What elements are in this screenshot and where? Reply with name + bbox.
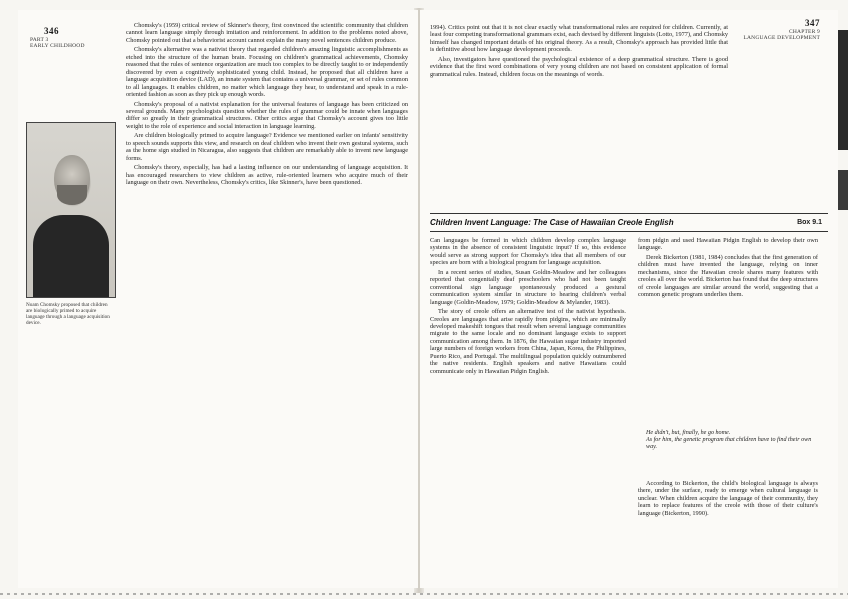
box-top-rule <box>430 213 828 214</box>
right-top-column <box>430 24 728 174</box>
right-page <box>420 10 838 588</box>
box-title: Children Invent Language: The Case of Hawaiian Creole English <box>430 218 674 227</box>
left-body-column <box>126 22 408 584</box>
box-paragraph: The story of creole offers an alternative test of the nativist hypothesis. Creoles are languages that arise rapidly from pidgins, which are minimally developed makeshift tongues that result when several language communities migrate to the same locale and no dominant language exists to support communication among them. In 1876, the Hawaiian sugar industry imported large numbers of foreign workers from China, Japan, Korea, the Philippines, Puerto Rico, and Portugal. The multilingual population quickly outnumbered the native residents. English speakers and native Hawaiians could communicate only in Hawaiian Pidgin English. <box>430 308 626 375</box>
left-paragraph: Chomsky's alternative was a nativist theory that regarded children's amazing linguistic accomplishments as etched into the structure of the human brain. Focusing on children's grammatical achievements, Chomsky reasoned that the rules of sentence organization are much too complex to be directly taught to or independently discovered by even a cognitively sophisticated young child. Instead, he proposed that all children have a language acquisition device (LAD), an innate system that contains a universal grammar, or set of rules common to all languages. It enables children, no matter which language they hear, to understand and speak in a rule-oriented fashion as soon as they pick up enough words. <box>126 46 408 99</box>
box-paragraph: Derek Bickerton (1981, 1984) concludes that the first generation of children must have invented the language, relying on inner mechanisms, since the Hawaiian creole shares many features with creoles all over the world. Bickerton has found that the deep structures of creole languages are similar around the world, suggesting that a common genetic program underlies them. <box>638 253 818 299</box>
right-running-head: CHAPTER 9 LANGUAGE DEVELOPMENT <box>743 29 820 41</box>
left-paragraph: Are children biologically primed to acquire language? Evidence we mentioned earlier on infants' sensitivity to speech sounds supports this view, and research on deaf children who invent their own gestural systems, such as the home sign studied in Nicaragua, also suggests that children are remarkably able to invent new language forms. <box>126 132 408 162</box>
right-paragraph: 1994). Critics point out that it is not clear exactly what transformational rules are required for children. Currently, at least four competing transformational grammars exist, each devised by different linguists (Lotto, 1977), and Chomsky himself has changed important details of his original theory. As a result, Chomsky's approach has provided little that is definitive about how language development proceeds. <box>430 24 728 54</box>
photo-body <box>33 215 109 297</box>
box-number: Box 9.1 <box>797 219 822 226</box>
scan-artifact-line <box>0 593 848 595</box>
box-column-1 <box>430 237 626 582</box>
left-paragraph: Chomsky's proposal of a nativist explanation for the universal features of language has been criticized on several grounds. Many psychologists question whether the rules of grammar could be innate when languages differ so greatly in their grammatical structures. Other critics argue that Chomsky's account gives too little weight to the role of experience and social interaction in language learning. <box>126 100 408 130</box>
right-paragraph: Also, investigators have questioned the psychological existence of a deep grammatical structure. There is good evidence that the first word combinations of very young children are not based on consistent application of formal grammatical rules. Instead, children focus on the meanings of words. <box>430 55 728 78</box>
photo-caption: Noam Chomsky proposed that children are biologically primed to acquire language through a language acquisition device. <box>26 302 110 327</box>
left-paragraph: Chomsky's theory, especially, has had a lasting influence on our understanding of language acquisition. It has encouraged researchers to view children as active, rule-oriented learners who acquire much of their language on their own. Nevertheless, Chomsky's critics, like Skinner's, have been questioned. <box>126 164 408 187</box>
right-page-number: 347 <box>805 18 820 28</box>
box-paragraph: In a recent series of studies, Susan Goldin-Meadow and her colleagues reported that congenitally deaf preschoolers who had not been taught conventional sign language spontaneously produced a gestural communication system similar in structure to hearing children's verbal language (Goldin-Meadow, 1979; Goldin-Meadow & Mylander, 1983). <box>430 268 626 306</box>
box-column-2-end <box>638 480 818 580</box>
left-page <box>18 10 418 588</box>
photo-beard <box>57 185 87 205</box>
box-paragraph: Can languages be formed in which children develop complex language systems in the absence of consistent linguistic input? If so, this evidence would serve as strong support for Chomsky's idea that all members of our species are born with a biological program for language acquisition. <box>430 237 626 267</box>
left-page-number: 346 <box>44 26 59 36</box>
box-paragraph: According to Bickerton, the child's biological language is always there, under the surface, ready to emerge when cultural language is unclear. When children acquire the language of their community, they learn to replace features of the creole with those of their culture's language (Bickerton, 1990). <box>638 480 818 517</box>
left-running-head: PART 3 EARLY CHILDHOOD <box>30 37 85 49</box>
box-title-rule <box>430 231 828 232</box>
author-photo <box>26 122 116 298</box>
box-quote: He didn't, but, finally, he go home. As for him, the genetic program that children have to find their own way. <box>646 430 812 451</box>
left-paragraph: Chomsky's (1959) critical review of Skinner's theory, first convinced the scientific community that children cannot learn language simply through imitation and reinforcement. In addition to the problems noted above, Chomsky pointed out that a behaviorist account cannot explain the many novel sentences children produce. <box>126 22 408 44</box>
box-paragraph: from pidgin and used Hawaiian Pidgin English to develop their own language. <box>638 237 818 252</box>
box-column-2 <box>638 237 818 422</box>
